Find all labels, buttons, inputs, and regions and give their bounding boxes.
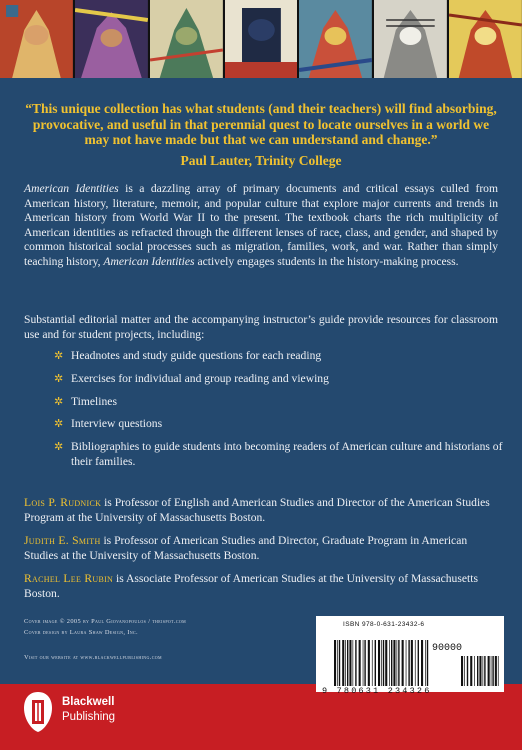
barcode-bar — [363, 640, 364, 686]
barcode-bar — [415, 640, 416, 686]
description-paragraph — [24, 182, 498, 270]
barcode-bar — [477, 656, 478, 686]
publisher-name: Blackwell — [62, 696, 115, 708]
endorsement-quote: “This unique collection has what students (and their teachers) will find absorbing, provocative, and useful in that perennial quest to locate ourselves in a world we may not have made but that we can understand and change.” — [25, 101, 497, 147]
cover-design-credit: Cover design by Laura Shaw Design, Inc. — [24, 629, 138, 636]
list-item: ✲ Exercises for individual and group reading and viewing — [54, 371, 329, 385]
price-barcode-icon — [460, 656, 500, 686]
barcode-bar — [378, 640, 380, 686]
star-bullet-icon: ✲ — [54, 395, 64, 408]
barcode-bar — [364, 640, 365, 686]
barcode-bar — [355, 640, 356, 686]
barcode-bar — [464, 656, 465, 686]
editor-name: Lois P. Rudnick — [24, 496, 102, 509]
barcode-bar — [498, 656, 499, 686]
barcode-bar — [389, 640, 390, 686]
star-bullet-icon: ✲ — [54, 441, 64, 454]
barcode-bar — [406, 640, 407, 686]
description-text-end: actively engages students in the history-making process. — [194, 254, 459, 268]
book-title: American Identities — [24, 182, 119, 195]
artwork-panel — [0, 0, 75, 78]
endorsement-source: Paul Lauter, Trinity College — [180, 153, 342, 168]
barcode-bar — [339, 640, 340, 686]
barcode-bar — [474, 656, 475, 686]
barcode-bar — [393, 640, 395, 686]
barcode-bar — [495, 656, 497, 686]
price-code: 90000 — [432, 643, 463, 654]
barcode-bar — [334, 640, 336, 686]
star-bullet-icon: ✲ — [54, 418, 64, 431]
list-item: ✲ Timelines — [54, 394, 117, 408]
editor-bio: Lois P. Rudnick is Professor of English and American Studies and Director of the American Studies Program at the University of Massachusetts Boston. — [24, 496, 490, 524]
barcode-bar — [381, 640, 382, 686]
resources-paragraph: Substantial editorial matter and the accompanying instructor’s guide provide resources for classroom use and for student projects, including: — [24, 313, 498, 341]
description-text: is a dazzling array of primary documents and critical essays culled from American history, literature, memoir, and popular culture that explore major currents and trends in American history from World War II to the present. The textbook charts the rich multiplicity of American identities as refracted through the different lenses of race, class, and gender, and shaped by common historical social processes such as migration, families, work, and war. Rather than simply teaching history, — [24, 182, 498, 268]
barcode-bar — [385, 640, 387, 686]
barcode-bar — [391, 640, 392, 686]
barcode-bar — [398, 640, 399, 686]
barcode-icon — [333, 640, 429, 686]
artwork-panel — [150, 0, 225, 78]
barcode-bar — [353, 640, 354, 686]
artwork-panel — [374, 0, 449, 78]
barcode-bar — [349, 640, 351, 686]
cover-artwork-strip — [0, 0, 522, 78]
book-title: American Identities — [103, 254, 195, 268]
barcode-bar — [483, 656, 484, 686]
barcode-bar — [359, 640, 361, 686]
barcode-bar — [479, 656, 481, 686]
features-list — [54, 349, 504, 469]
isbn-label: ISBN 978-0-631-23432-6 — [343, 621, 425, 628]
barcode-digits: 9 780631 234326 — [322, 686, 432, 696]
barcode-bar — [491, 656, 492, 686]
editor-bio: Judith E. Smith is Professor of American Studies and Director, Graduate Program in American Studies at the University of Massachusetts Boston. — [24, 534, 468, 562]
barcode-bar — [375, 640, 376, 686]
barcode-bar — [470, 656, 472, 686]
list-item: ✲ Headnotes and study guide questions for each reading — [54, 349, 322, 362]
list-item: ✲ Bibliographies to guide students into becoming readers of American culture and historians of their families. — [54, 440, 503, 468]
star-bullet-icon: ✲ — [54, 372, 64, 385]
barcode-bar — [418, 640, 419, 686]
barcode-bar — [368, 640, 370, 686]
barcode-bar — [342, 640, 344, 686]
barcode-bar — [461, 656, 463, 686]
barcode-bar — [347, 640, 348, 686]
barcode-bar — [421, 640, 423, 686]
barcode-bar — [411, 640, 413, 686]
blackwell-logo-icon — [22, 690, 54, 734]
artwork-panel — [299, 0, 374, 78]
barcode-bar — [427, 640, 428, 686]
barcode-bar — [383, 640, 384, 686]
barcode-bar — [402, 640, 404, 686]
barcode-bar — [372, 640, 373, 686]
artwork-panel — [225, 0, 300, 78]
star-bullet-icon: ✲ — [54, 350, 64, 362]
barcode-bar — [397, 640, 398, 686]
barcode-bar — [408, 640, 409, 686]
editor-name: Judith E. Smith — [24, 534, 101, 547]
editor-bio: Rachel Lee Rubin is Associate Professor of American Studies at the University of Massachusetts Boston. — [24, 572, 478, 600]
list-item: ✲ Interview questions — [54, 417, 163, 431]
artwork-panel — [449, 0, 522, 78]
editor-name: Rachel Lee Rubin — [24, 572, 114, 585]
barcode-bar — [492, 656, 493, 686]
website-link[interactable]: Visit our website at www.blackwellpublishing.com — [24, 654, 162, 661]
barcode-bar — [425, 640, 426, 686]
barcode-bar — [345, 640, 346, 686]
cover-image-credit: Cover image © 2005 by Paul Giovanopoulos / theispot.com — [24, 618, 187, 625]
barcode-bar — [337, 640, 338, 686]
publisher-subname: Publishing — [62, 711, 116, 723]
barcode-bar — [484, 656, 485, 686]
barcode-bar — [467, 656, 468, 686]
artwork-panel — [75, 0, 150, 78]
barcode-bar — [488, 656, 490, 686]
